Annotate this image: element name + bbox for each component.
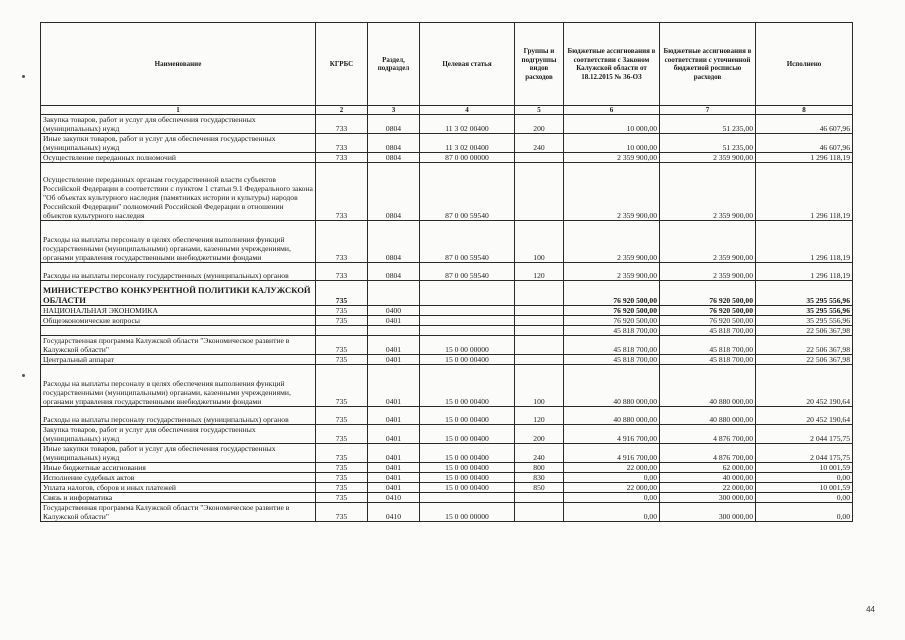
row-section: 0401 bbox=[368, 443, 420, 462]
table-row bbox=[41, 462, 853, 472]
row-revised-allocation: 40 880 000,00 bbox=[660, 407, 756, 424]
row-name: МИНИСТЕРСТВО КОНКУРЕНТНОЙ ПОЛИТИКИ КАЛУЖСКОЙ ОБЛАСТИ bbox=[41, 280, 316, 306]
table-row bbox=[41, 336, 853, 355]
row-revised-allocation: 76 920 500,00 bbox=[660, 316, 756, 326]
row-revised-allocation: 51 235,00 bbox=[660, 115, 756, 134]
header-name: Наименование bbox=[41, 23, 316, 106]
row-revised-allocation: 2 359 900,00 bbox=[660, 221, 756, 263]
header-target: Целевая статья bbox=[420, 23, 515, 106]
row-kgrbs bbox=[316, 326, 368, 336]
row-executed: 1 296 118,19 bbox=[756, 163, 853, 221]
row-executed: 35 295 556,96 bbox=[756, 306, 853, 316]
table-row bbox=[41, 407, 853, 424]
column-number: 8 bbox=[756, 106, 853, 115]
row-executed: 0,00 bbox=[756, 502, 853, 521]
table-row bbox=[41, 355, 853, 365]
row-target-article: 87 0 00 59540 bbox=[420, 221, 515, 263]
row-revised-allocation: 2 359 900,00 bbox=[660, 263, 756, 280]
row-target-article: 87 0 00 59540 bbox=[420, 263, 515, 280]
column-number: 2 bbox=[316, 106, 368, 115]
row-expense-group: 240 bbox=[515, 134, 564, 153]
row-kgrbs: 735 bbox=[316, 424, 368, 443]
row-revised-allocation: 300 000,00 bbox=[660, 492, 756, 502]
row-target-article bbox=[420, 316, 515, 326]
row-section: 0401 bbox=[368, 407, 420, 424]
budget-table bbox=[40, 22, 853, 522]
row-target-article: 11 3 02 00400 bbox=[420, 115, 515, 134]
row-expense-group: 830 bbox=[515, 472, 564, 482]
row-law-allocation: 45 818 700,00 bbox=[564, 326, 660, 336]
header-groups: Группы и подгруппы видов расходов bbox=[515, 23, 564, 106]
punch-hole-mark bbox=[22, 75, 25, 78]
row-kgrbs: 733 bbox=[316, 134, 368, 153]
row-expense-group bbox=[515, 306, 564, 316]
row-target-article: 15 0 00 00400 bbox=[420, 482, 515, 492]
row-target-article: 87 0 00 59540 bbox=[420, 163, 515, 221]
row-kgrbs: 735 bbox=[316, 355, 368, 365]
column-number-row bbox=[41, 106, 853, 115]
row-kgrbs: 733 bbox=[316, 115, 368, 134]
row-expense-group: 850 bbox=[515, 482, 564, 492]
row-revised-allocation: 300 000,00 bbox=[660, 502, 756, 521]
row-section: 0401 bbox=[368, 482, 420, 492]
row-executed: 0,00 bbox=[756, 492, 853, 502]
row-expense-group: 240 bbox=[515, 443, 564, 462]
row-expense-group: 200 bbox=[515, 424, 564, 443]
row-kgrbs: 735 bbox=[316, 306, 368, 316]
row-revised-allocation: 76 920 500,00 bbox=[660, 306, 756, 316]
table-row bbox=[41, 482, 853, 492]
table-row bbox=[41, 365, 853, 407]
row-executed: 1 296 118,19 bbox=[756, 263, 853, 280]
row-kgrbs: 735 bbox=[316, 336, 368, 355]
row-kgrbs: 735 bbox=[316, 280, 368, 306]
header-kgrbs: КГРБС bbox=[316, 23, 368, 106]
row-name: Общеэкономические вопросы bbox=[41, 316, 316, 326]
row-executed: 22 506 367,98 bbox=[756, 336, 853, 355]
row-section: 0401 bbox=[368, 365, 420, 407]
row-kgrbs: 735 bbox=[316, 443, 368, 462]
table-row bbox=[41, 263, 853, 280]
header-law-allocation: Бюджетные ассигнования в соответствии с Законом Калужской области от 18.12.2015 № 36-ОЗ bbox=[564, 23, 660, 106]
row-section: 0804 bbox=[368, 163, 420, 221]
row-target-article bbox=[420, 326, 515, 336]
row-section: 0804 bbox=[368, 263, 420, 280]
header-section: Раздел, подраздел bbox=[368, 23, 420, 106]
table-row bbox=[41, 492, 853, 502]
row-executed: 2 044 175,75 bbox=[756, 424, 853, 443]
table-body bbox=[41, 115, 853, 522]
row-target-article: 15 0 00 00400 bbox=[420, 424, 515, 443]
row-law-allocation: 22 000,00 bbox=[564, 462, 660, 472]
row-expense-group bbox=[515, 355, 564, 365]
column-number: 5 bbox=[515, 106, 564, 115]
column-number: 1 bbox=[41, 106, 316, 115]
table-row bbox=[41, 326, 853, 336]
row-law-allocation: 2 359 900,00 bbox=[564, 263, 660, 280]
column-number: 6 bbox=[564, 106, 660, 115]
row-name: Иные закупки товаров, работ и услуг для обеспечения государственных (муниципальных) нужд bbox=[41, 443, 316, 462]
table-row bbox=[41, 134, 853, 153]
row-revised-allocation: 45 818 700,00 bbox=[660, 326, 756, 336]
row-kgrbs: 733 bbox=[316, 263, 368, 280]
row-kgrbs: 735 bbox=[316, 407, 368, 424]
row-kgrbs: 735 bbox=[316, 472, 368, 482]
row-executed: 22 506 367,98 bbox=[756, 326, 853, 336]
row-name: Связь и информатика bbox=[41, 492, 316, 502]
row-law-allocation: 2 359 900,00 bbox=[564, 163, 660, 221]
row-executed: 22 506 367,98 bbox=[756, 355, 853, 365]
row-kgrbs: 733 bbox=[316, 163, 368, 221]
table-row bbox=[41, 424, 853, 443]
row-executed: 46 607,96 bbox=[756, 115, 853, 134]
row-name: Закупка товаров, работ и услуг для обеспечения государственных (муниципальных) нужд bbox=[41, 115, 316, 134]
row-name: Осуществление переданных полномочий bbox=[41, 153, 316, 163]
row-name: Расходы на выплаты персоналу государственных (муниципальных) органов bbox=[41, 263, 316, 280]
row-section: 0401 bbox=[368, 355, 420, 365]
row-target-article: 15 0 00 00000 bbox=[420, 502, 515, 521]
row-law-allocation: 2 359 900,00 bbox=[564, 153, 660, 163]
row-law-allocation: 0,00 bbox=[564, 492, 660, 502]
row-name: НАЦИОНАЛЬНАЯ ЭКОНОМИКА bbox=[41, 306, 316, 316]
row-target-article: 15 0 00 00400 bbox=[420, 472, 515, 482]
row-target-article: 15 0 00 00400 bbox=[420, 462, 515, 472]
row-section: 0804 bbox=[368, 115, 420, 134]
row-executed: 1 296 118,19 bbox=[756, 221, 853, 263]
row-target-article: 11 3 02 00400 bbox=[420, 134, 515, 153]
row-expense-group bbox=[515, 280, 564, 306]
row-law-allocation: 0,00 bbox=[564, 472, 660, 482]
row-name: Центральный аппарат bbox=[41, 355, 316, 365]
row-expense-group: 200 bbox=[515, 115, 564, 134]
row-target-article: 15 0 00 00400 bbox=[420, 407, 515, 424]
row-executed: 20 452 190,64 bbox=[756, 407, 853, 424]
row-section: 0804 bbox=[368, 221, 420, 263]
header-executed: Исполнено bbox=[756, 23, 853, 106]
row-expense-group bbox=[515, 326, 564, 336]
row-expense-group bbox=[515, 502, 564, 521]
row-section: 0804 bbox=[368, 134, 420, 153]
row-name: Расходы на выплаты персоналу государственных (муниципальных) органов bbox=[41, 407, 316, 424]
row-target-article bbox=[420, 306, 515, 316]
table-row bbox=[41, 153, 853, 163]
row-kgrbs: 735 bbox=[316, 316, 368, 326]
row-name: Государственная программа Калужской области "Экономическое развитие в Калужской области" bbox=[41, 336, 316, 355]
row-target-article: 15 0 00 00400 bbox=[420, 355, 515, 365]
row-expense-group bbox=[515, 153, 564, 163]
row-name: Исполнение судебных актов bbox=[41, 472, 316, 482]
row-name: Иные закупки товаров, работ и услуг для обеспечения государственных (муниципальных) нужд bbox=[41, 134, 316, 153]
row-name: Государственная программа Калужской области "Экономическое развитие в Калужской области" bbox=[41, 502, 316, 521]
table-row bbox=[41, 472, 853, 482]
row-executed: 10 001,59 bbox=[756, 462, 853, 472]
row-expense-group: 100 bbox=[515, 221, 564, 263]
row-target-article: 87 0 00 00000 bbox=[420, 153, 515, 163]
row-target-article: 15 0 00 00400 bbox=[420, 443, 515, 462]
row-revised-allocation: 2 359 900,00 bbox=[660, 153, 756, 163]
row-section: 0410 bbox=[368, 492, 420, 502]
row-law-allocation: 0,00 bbox=[564, 502, 660, 521]
row-section bbox=[368, 280, 420, 306]
table-row bbox=[41, 221, 853, 263]
row-name: Осуществление переданных органам государственной власти субъектов Российской Федерации в соответствии с пунктом 1 статьи 9.1 Федерального закона "Об объектах культурного наследия (памятниках истории и культуры) народов Российской Федерации" полномочий Российской Федерации в отношении объектов культурного наследия bbox=[41, 163, 316, 221]
row-name bbox=[41, 326, 316, 336]
row-section: 0401 bbox=[368, 424, 420, 443]
row-kgrbs: 733 bbox=[316, 153, 368, 163]
row-name: Уплата налогов, сборов и иных платежей bbox=[41, 482, 316, 492]
row-expense-group: 100 bbox=[515, 365, 564, 407]
table-header-row bbox=[41, 23, 853, 106]
row-name: Закупка товаров, работ и услуг для обеспечения государственных (муниципальных) нужд bbox=[41, 424, 316, 443]
row-section: 0804 bbox=[368, 153, 420, 163]
row-name: Расходы на выплаты персоналу в целях обеспечения выполнения функций государственными (муниципальными) органами, казенными учреждениями, органами управления государственными внебюджетными фондами bbox=[41, 365, 316, 407]
row-kgrbs: 733 bbox=[316, 221, 368, 263]
row-executed: 35 295 556,96 bbox=[756, 280, 853, 306]
table-row bbox=[41, 306, 853, 316]
row-expense-group: 120 bbox=[515, 407, 564, 424]
row-law-allocation: 40 880 000,00 bbox=[564, 365, 660, 407]
row-revised-allocation: 40 000,00 bbox=[660, 472, 756, 482]
row-executed: 10 001,59 bbox=[756, 482, 853, 492]
row-executed: 2 044 175,75 bbox=[756, 443, 853, 462]
row-kgrbs: 735 bbox=[316, 365, 368, 407]
row-executed: 46 607,96 bbox=[756, 134, 853, 153]
row-target-article: 15 0 00 00400 bbox=[420, 365, 515, 407]
table-row bbox=[41, 163, 853, 221]
row-law-allocation: 45 818 700,00 bbox=[564, 355, 660, 365]
row-law-allocation: 2 359 900,00 bbox=[564, 221, 660, 263]
row-revised-allocation: 51 235,00 bbox=[660, 134, 756, 153]
row-revised-allocation: 40 880 000,00 bbox=[660, 365, 756, 407]
row-law-allocation: 40 880 000,00 bbox=[564, 407, 660, 424]
row-law-allocation: 22 000,00 bbox=[564, 482, 660, 492]
header-revised-allocation: Бюджетные ассигнования в соответствии с уточненной бюджетной росписью расходов bbox=[660, 23, 756, 106]
row-target-article bbox=[420, 492, 515, 502]
row-expense-group bbox=[515, 492, 564, 502]
row-law-allocation: 10 000,00 bbox=[564, 115, 660, 134]
page-number: 44 bbox=[866, 605, 875, 614]
row-kgrbs: 735 bbox=[316, 502, 368, 521]
column-number: 7 bbox=[660, 106, 756, 115]
row-kgrbs: 735 bbox=[316, 492, 368, 502]
row-section: 0401 bbox=[368, 336, 420, 355]
row-target-article bbox=[420, 280, 515, 306]
row-revised-allocation: 22 000,00 bbox=[660, 482, 756, 492]
row-expense-group bbox=[515, 336, 564, 355]
row-law-allocation: 4 916 700,00 bbox=[564, 443, 660, 462]
row-expense-group: 800 bbox=[515, 462, 564, 472]
row-law-allocation: 10 000,00 bbox=[564, 134, 660, 153]
row-revised-allocation: 2 359 900,00 bbox=[660, 163, 756, 221]
row-kgrbs: 735 bbox=[316, 462, 368, 472]
row-revised-allocation: 4 876 700,00 bbox=[660, 443, 756, 462]
row-expense-group bbox=[515, 316, 564, 326]
row-section bbox=[368, 326, 420, 336]
row-revised-allocation: 45 818 700,00 bbox=[660, 355, 756, 365]
row-target-article: 15 0 00 00000 bbox=[420, 336, 515, 355]
row-revised-allocation: 76 920 500,00 bbox=[660, 280, 756, 306]
row-expense-group bbox=[515, 163, 564, 221]
row-revised-allocation: 62 000,00 bbox=[660, 462, 756, 472]
table-row bbox=[41, 502, 853, 521]
row-section: 0400 bbox=[368, 306, 420, 316]
punch-hole-mark bbox=[22, 374, 25, 377]
table-row bbox=[41, 316, 853, 326]
row-section: 0410 bbox=[368, 502, 420, 521]
table-row bbox=[41, 443, 853, 462]
row-expense-group: 120 bbox=[515, 263, 564, 280]
row-section: 0401 bbox=[368, 462, 420, 472]
row-name: Расходы на выплаты персоналу в целях обеспечения выполнения функций государственными (муниципальными) органами, казенными учреждениями, органами управления государственными внебюджетными фондами bbox=[41, 221, 316, 263]
row-executed: 20 452 190,64 bbox=[756, 365, 853, 407]
row-revised-allocation: 4 876 700,00 bbox=[660, 424, 756, 443]
row-section: 0401 bbox=[368, 316, 420, 326]
row-revised-allocation: 45 818 700,00 bbox=[660, 336, 756, 355]
row-law-allocation: 45 818 700,00 bbox=[564, 336, 660, 355]
row-executed: 0,00 bbox=[756, 472, 853, 482]
column-number: 4 bbox=[420, 106, 515, 115]
row-name: Иные бюджетные ассигнования bbox=[41, 462, 316, 472]
row-section: 0401 bbox=[368, 472, 420, 482]
row-law-allocation: 76 920 500,00 bbox=[564, 280, 660, 306]
column-number: 3 bbox=[368, 106, 420, 115]
row-law-allocation: 76 920 500,00 bbox=[564, 306, 660, 316]
table-row bbox=[41, 115, 853, 134]
row-executed: 1 296 118,19 bbox=[756, 153, 853, 163]
row-executed: 35 295 556,96 bbox=[756, 316, 853, 326]
row-law-allocation: 4 916 700,00 bbox=[564, 424, 660, 443]
table-row bbox=[41, 280, 853, 306]
row-kgrbs: 735 bbox=[316, 482, 368, 492]
row-law-allocation: 76 920 500,00 bbox=[564, 316, 660, 326]
